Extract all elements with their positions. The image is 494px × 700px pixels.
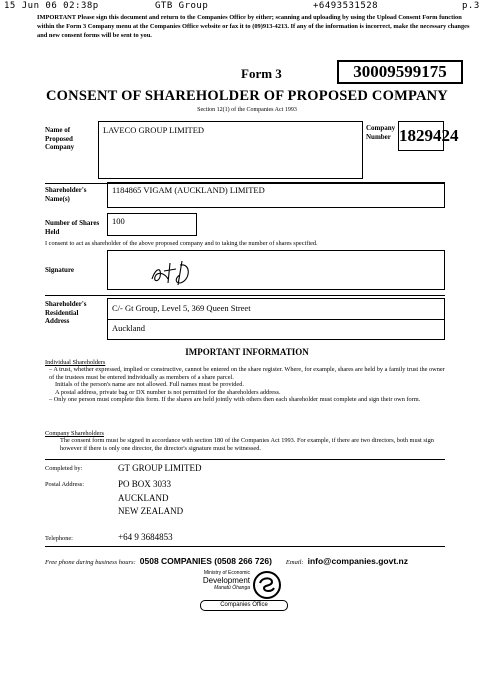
company-name-value: LAVECO GROUP LIMITED — [103, 125, 205, 135]
address-divider — [108, 319, 444, 320]
note-joint: – Only one person must complete this form. If the shares are held jointly with others then each shareholder must complete and sign their own form. — [49, 396, 421, 403]
contact-footer — [45, 551, 465, 569]
shares-label: Number of Shares Held — [45, 219, 100, 236]
note-initials: Initials of the person's name are not allowed. Full names must be provided. — [55, 381, 244, 388]
signature-image — [146, 253, 206, 289]
company-name-field[interactable] — [98, 121, 363, 179]
companies-office-badge: Companies Office — [200, 600, 288, 611]
fax-sender: GTB Group — [155, 1, 209, 11]
logo-line-1: Ministry of Economic — [203, 570, 250, 576]
postal-line-1: PO BOX 3033 — [118, 479, 172, 489]
fax-number: +6493531528 — [313, 1, 379, 11]
address-line-1: C/- Gt Group, Level 5, 369 Queen Street — [112, 303, 251, 313]
phone-number: 0508 COMPANIES (0508 266 726) — [139, 556, 272, 566]
address-line-2: Auckland — [112, 323, 146, 333]
divider — [45, 546, 445, 547]
return-instructions: IMPORTANT Please sign this document and return to the Companies Office by either; scanning and uploading by using the Upload Consent Form function within the Form 3 Company menu at the Companies Office website or fax it to (09)913-4213. If any of the information is incorrect, make the necessary changes and new consent forms will be sent to you. — [37, 14, 470, 39]
shares-field[interactable] — [107, 213, 197, 236]
note-trust: – A trust, whether expressed, implied or constructive, cannot be entered on the share register. Where, for example, shares are held by a family trust the owner of the trustees must be entered individually as members of a share parcel. — [49, 366, 445, 381]
ministry-logo-text — [176, 570, 250, 591]
postal-address-label: Postal Address: — [45, 481, 85, 488]
company-shareholders-note: The consent form must be signed in accordance with section 180 of the Companies Act 1993. For example, if there are two directors, both must sign however if there is only one director, the director's signature must be witnessed. — [60, 437, 434, 452]
company-name-label: Name of Proposed Company — [45, 126, 75, 151]
divider — [45, 295, 445, 296]
address-label: Shareholder's Residential Address — [45, 300, 87, 325]
shareholder-name-value: 1184865 VIGAM (AUCKLAND) LIMITED — [112, 185, 265, 195]
note-postal: A postal address, private bag or DX number is not permitted for the shareholders address. — [55, 388, 281, 396]
form-number: Form 3 — [241, 66, 282, 81]
email-prefix: Email: — [285, 559, 304, 566]
important-info-heading: IMPORTANT INFORMATION — [185, 347, 309, 357]
individual-notes — [49, 366, 449, 404]
address-field[interactable] — [107, 298, 445, 340]
postal-line-2: AUCKLAND — [118, 493, 169, 503]
ministry-logo-icon — [252, 570, 282, 600]
completed-by-label: Completed by: — [45, 465, 83, 472]
completed-by-value: GT GROUP LIMITED — [118, 463, 202, 473]
consent-statement: I consent to act as shareholder of the above proposed company and to taking the number of shares specified. — [45, 240, 318, 247]
postal-line-3: NEW ZEALAND — [118, 506, 184, 516]
shares-value: 100 — [112, 216, 125, 226]
company-shareholders-heading: Company Shareholders — [45, 430, 104, 437]
section-reference: Section 12(1) of the Companies Act 1993 — [197, 107, 297, 113]
phone-prefix: Free phone during business hours: — [45, 559, 136, 566]
individual-shareholders-heading: Individual Shareholders — [45, 359, 106, 366]
fax-page: p.3 — [462, 1, 480, 11]
logo-line-2: Development — [202, 576, 250, 585]
divider — [45, 459, 445, 460]
logo-line-3: Manatū Ōhanga — [214, 585, 250, 591]
fax-timestamp: 15 Jun 06 02:38p — [4, 1, 99, 11]
company-number-label: Company Number — [366, 124, 396, 141]
company-number: 1829424 — [398, 121, 444, 151]
shareholder-name-label: Shareholder's Name(s) — [45, 186, 87, 203]
email-address: info@companies.govt.nz — [307, 556, 408, 566]
signature-field[interactable] — [107, 250, 445, 290]
telephone-label: Telephone: — [45, 535, 73, 542]
telephone-value: +64 9 3684853 — [118, 532, 173, 542]
form-title: CONSENT OF SHAREHOLDER OF PROPOSED COMPANY — [46, 88, 448, 104]
signature-label: Signature — [45, 266, 75, 274]
document-number-box: 30009599175 — [337, 60, 463, 84]
shareholder-name-field[interactable] — [107, 182, 445, 208]
